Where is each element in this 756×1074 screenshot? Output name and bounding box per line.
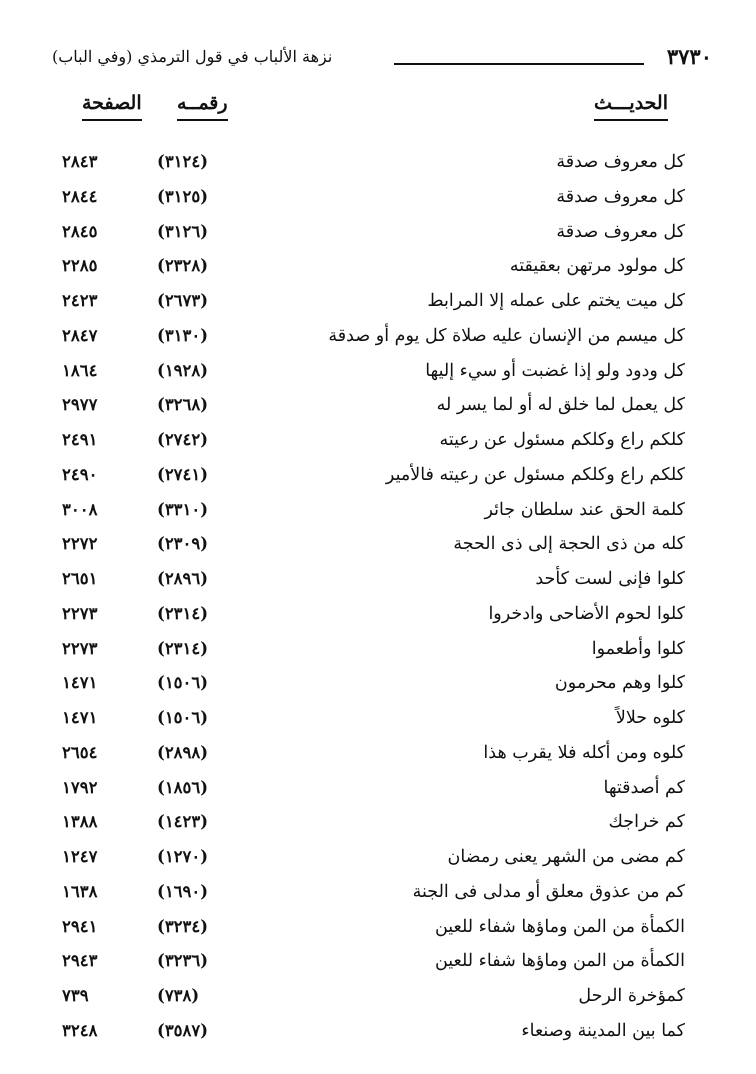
hadith-text: كلكم راع وكلكم مسئول عن رعيته فالأمير [385, 464, 685, 485]
page-ref: ٢٨٤٥ [62, 221, 98, 241]
page-ref: ١٧٩٢ [62, 777, 98, 797]
hadith-number: (١٤٢٣) [157, 812, 209, 832]
hadith-number: (١٥٠٦) [157, 673, 209, 693]
hadith-number: (١٨٥٦) [157, 777, 209, 797]
column-header-page: الصفحة [82, 92, 142, 121]
table-row [0, 704, 756, 739]
table-row [0, 947, 756, 982]
page-ref: ٢٩٤١ [62, 916, 98, 936]
table-row [0, 982, 756, 1017]
page-ref: ٢٩٤٣ [62, 951, 98, 971]
hadith-number: (٢٧٤٢) [157, 430, 209, 449]
page-ref: ١٦٣٨ [62, 881, 98, 901]
hadith-number: (٣٢٣٤) [157, 916, 209, 936]
page-ref: ٢٢٨٥ [62, 256, 98, 276]
page-ref: ١٢٤٧ [62, 847, 98, 866]
hadith-text: كل يعمل لما خلق له أو لما يسر له [436, 395, 685, 416]
hadith-text: كم مضى من الشهر يعنى رمضان [447, 847, 685, 867]
hadith-number: (٣٢٦٨) [157, 395, 209, 415]
hadith-text: كلمة الحق عند سلطان جائر [484, 499, 685, 520]
page-ref: ٢٤٩١ [62, 430, 98, 449]
hadith-number: (٢٨٩٦) [157, 569, 209, 588]
hadith-number: (١٦٩٠) [157, 881, 209, 901]
page-ref: ٢٦٥١ [62, 569, 98, 588]
hadith-number: (٣٥٨٧) [157, 1020, 209, 1040]
page-ref: ٢٤٢٣ [62, 291, 98, 310]
table-row [0, 183, 756, 218]
hadith-text: كل معروف صدقة [556, 221, 685, 242]
table-row [0, 322, 756, 357]
hadith-text: كمؤخرة الرحل [578, 986, 685, 1006]
page-ref: ٣٢٤٨ [62, 1020, 98, 1040]
table-row [0, 252, 756, 287]
table-row [0, 878, 756, 913]
hadith-text: كل ودود ولو إذا غضبت أو سيء إليها [425, 360, 685, 381]
hadith-text: كما بين المدينة وصنعاء [521, 1020, 685, 1041]
page-ref: ٢٤٩٠ [62, 464, 98, 484]
table-row [0, 600, 756, 635]
table-row [0, 496, 756, 531]
table-row [0, 148, 756, 183]
hadith-text: كله من ذى الحجة إلى ذى الحجة [453, 534, 685, 555]
index-table [0, 148, 756, 1052]
hadith-text: كل معروف صدقة [556, 186, 685, 207]
hadith-text: كلوا وهم محرمون [554, 673, 685, 694]
table-row [0, 774, 756, 809]
column-header-hadith: الحديـــث [594, 92, 668, 121]
table-row [0, 739, 756, 774]
column-header-number: رقمــه [177, 92, 228, 121]
hadith-text: كلوا لحوم الأضاحى وادخروا [488, 603, 685, 624]
page-ref: ٢٨٤٧ [62, 325, 98, 345]
hadith-number: (٢٦٧٣) [157, 291, 209, 310]
hadith-number: (١٩٢٨) [157, 360, 209, 380]
hadith-number: (٣١٢٥) [157, 186, 209, 206]
hadith-text: كم أصدقتها [603, 777, 685, 798]
page-ref: ١٤٧١ [62, 673, 98, 693]
hadith-number: (٣١٢٤) [157, 152, 209, 171]
hadith-text: كلوه حلالاً [615, 708, 685, 728]
table-row [0, 1017, 756, 1052]
hadith-text: الكمأة من المن وماؤها شفاء للعين [434, 951, 685, 972]
hadith-number: (٧٣٨) [157, 986, 200, 1005]
page-ref: ٢٨٤٣ [62, 152, 98, 171]
table-row [0, 218, 756, 253]
hadith-number: (٢٣١٤) [157, 638, 209, 658]
hadith-number: (٢٧٤١) [157, 464, 209, 484]
hadith-number: (٢٣٠٩) [157, 534, 209, 554]
page-ref: ٢٩٧٧ [62, 395, 98, 415]
hadith-text: كلوا فإنى لست كأحد [535, 569, 685, 589]
page-ref: ٢٢٧٣ [62, 638, 98, 658]
page-ref: ٢٨٤٤ [62, 186, 98, 206]
hadith-number: (٣١٢٦) [157, 221, 209, 241]
hadith-text: كلكم راع وكلكم مسئول عن رعيته [439, 430, 685, 450]
hadith-number: (١٢٧٠) [157, 847, 209, 866]
hadith-number: (٣٢٣٦) [157, 951, 209, 971]
table-row [0, 426, 756, 461]
table-row [0, 843, 756, 878]
page-ref: ٢٦٥٤ [62, 742, 98, 762]
table-row [0, 357, 756, 392]
table-row [0, 913, 756, 948]
hadith-text: كل ميت يختم على عمله إلا المرابط [427, 291, 685, 311]
hadith-number: (٢٨٩٨) [157, 742, 209, 762]
page-ref: ١٨٦٤ [62, 360, 98, 380]
page-ref: ١٣٨٨ [62, 812, 98, 832]
hadith-text: كم من عذوق معلق أو مدلى فى الجنة [412, 881, 685, 902]
hadith-text: كل ميسم من الإنسان عليه صلاة كل يوم أو صدقة [328, 325, 685, 346]
hadith-text: كل معروف صدقة [556, 152, 685, 172]
table-row [0, 669, 756, 704]
running-title: نزهة الألباب في قول الترمذي (وفي الباب) [52, 47, 333, 66]
table-row [0, 808, 756, 843]
page-ref: ١٤٧١ [62, 708, 98, 727]
hadith-text: كلوه ومن أكله فلا يقرب هذا [483, 742, 685, 763]
hadith-text: كلوا وأطعموا [591, 638, 685, 659]
table-row [0, 530, 756, 565]
hadith-number: (٢٣٢٨) [157, 256, 209, 276]
page-ref: ٢٢٧٣ [62, 603, 98, 623]
hadith-text: كم خراجك [608, 812, 685, 833]
hadith-number: (٢٣١٤) [157, 603, 209, 623]
table-row [0, 287, 756, 322]
hadith-number: (٣٣١٠) [157, 499, 209, 519]
table-row [0, 565, 756, 600]
hadith-number: (١٥٠٦) [157, 708, 209, 727]
table-row [0, 461, 756, 496]
page-header [52, 44, 712, 78]
page-number: ٣٧٣٠ [666, 44, 712, 69]
page-ref: ٣٠٠٨ [62, 499, 98, 519]
page-ref: ٧٣٩ [62, 986, 89, 1005]
table-row [0, 635, 756, 670]
page-ref: ٢٢٧٢ [62, 534, 98, 554]
hadith-text: كل مولود مرتهن بعقيقته [509, 256, 685, 277]
table-row [0, 391, 756, 426]
hadith-number: (٣١٣٠) [157, 325, 209, 345]
header-rule [394, 63, 644, 65]
hadith-text: الكمأة من المن وماؤها شفاء للعين [434, 916, 685, 937]
